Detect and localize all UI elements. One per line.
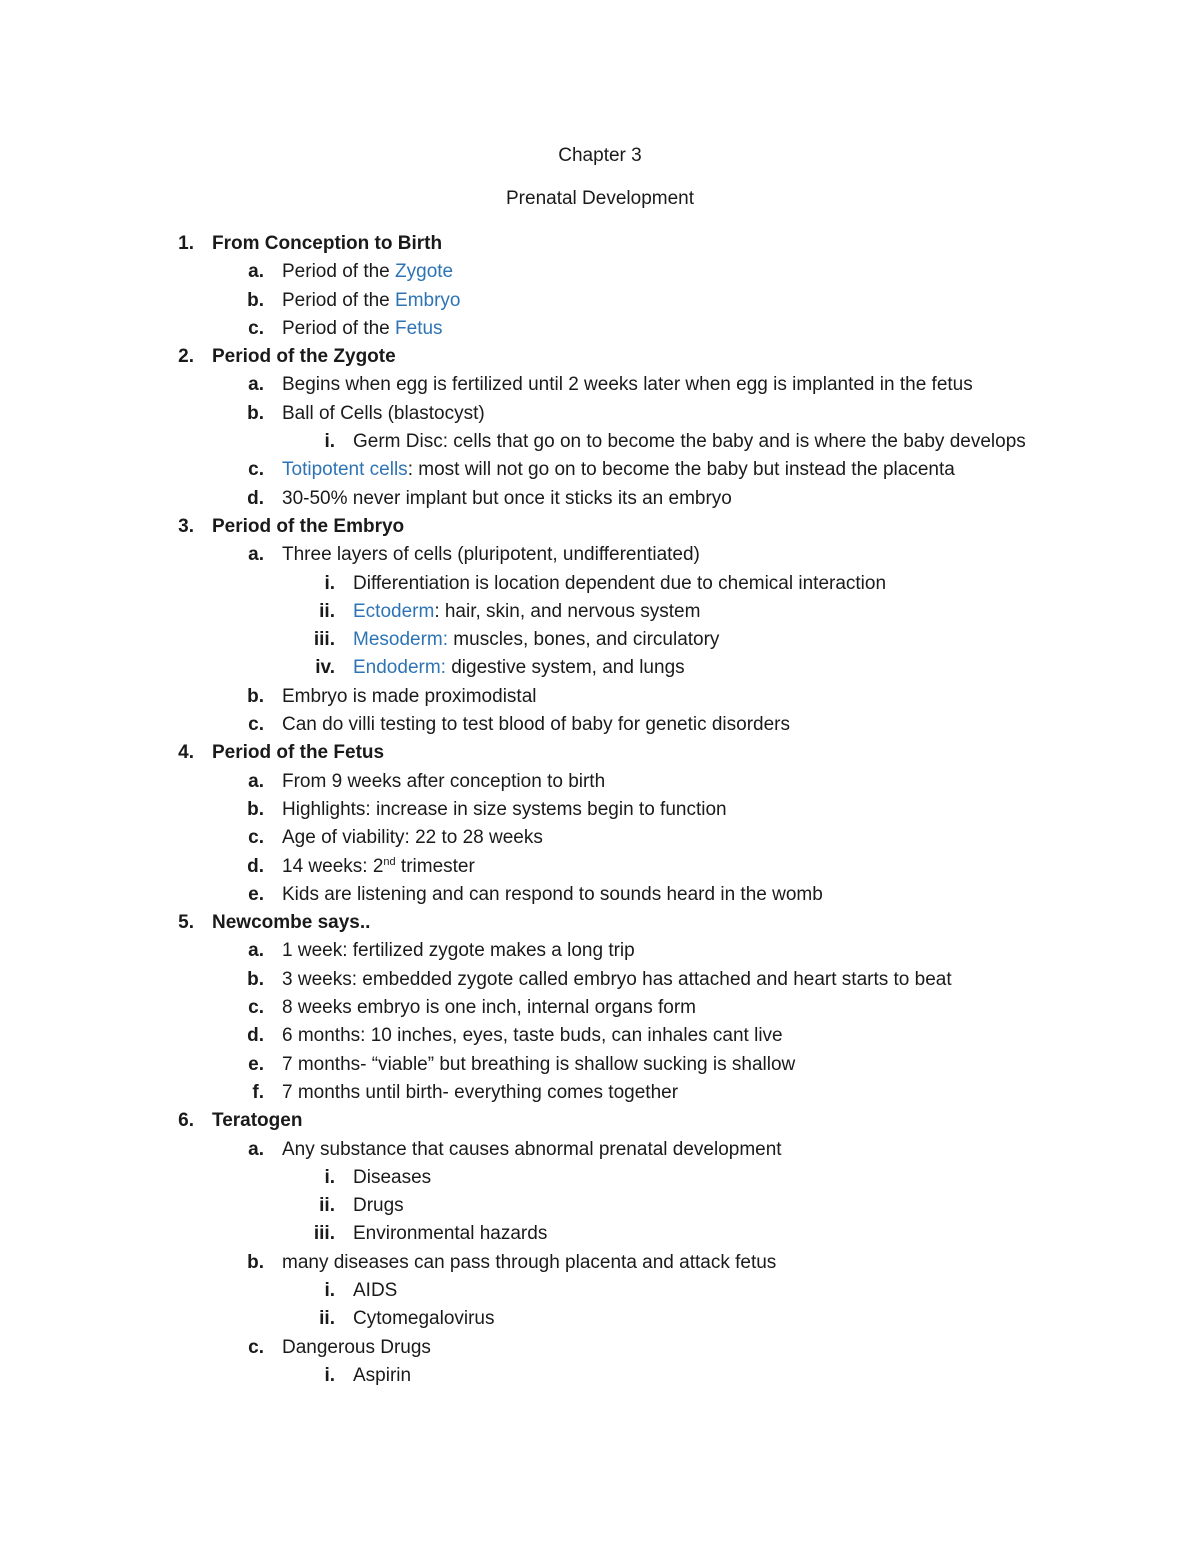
list-marker: i. bbox=[324, 1364, 335, 1386]
list-marker: b. bbox=[247, 1251, 264, 1273]
text-run: Cytomegalovirus bbox=[353, 1308, 495, 1330]
list-item-text bbox=[282, 768, 605, 796]
list-marker: b. bbox=[247, 968, 264, 990]
outline-item-level-2 bbox=[0, 541, 1200, 569]
list-marker: 2. bbox=[178, 346, 194, 368]
list-marker: c. bbox=[248, 827, 264, 849]
list-item-text bbox=[282, 258, 453, 286]
text-run: Environmental hazards bbox=[353, 1223, 548, 1245]
highlighted-term: Totipotent cells bbox=[282, 459, 408, 481]
list-item-text bbox=[282, 1022, 783, 1050]
superscript-text: nd bbox=[383, 855, 396, 868]
list-item-text bbox=[282, 881, 823, 909]
list-marker: a. bbox=[248, 374, 264, 396]
list-marker: c. bbox=[248, 997, 264, 1019]
list-item-text bbox=[212, 1107, 302, 1135]
text-run: Teratogen bbox=[212, 1110, 303, 1132]
list-item-text bbox=[282, 541, 700, 569]
list-item-text bbox=[282, 994, 696, 1022]
outline-item-level-2 bbox=[0, 768, 1200, 796]
list-item-text bbox=[282, 1079, 678, 1107]
list-marker: 1. bbox=[178, 233, 194, 254]
text-run: Newcombe says.. bbox=[212, 912, 371, 934]
list-marker: a. bbox=[248, 770, 264, 792]
outline-item-level-2 bbox=[0, 683, 1200, 711]
list-item-text bbox=[353, 1362, 411, 1390]
text-run: Any substance that causes abnormal prenatal development bbox=[282, 1138, 782, 1160]
list-item-text bbox=[353, 1192, 404, 1220]
list-marker: c. bbox=[248, 317, 264, 339]
outline-item-level-3 bbox=[0, 1164, 1200, 1192]
outline-item-level-2 bbox=[0, 1136, 1200, 1164]
list-marker: c. bbox=[248, 1336, 264, 1358]
list-marker: b. bbox=[247, 685, 264, 707]
list-marker: b. bbox=[247, 402, 264, 424]
outline-item-level-3 bbox=[0, 1362, 1200, 1390]
list-marker: iii. bbox=[313, 629, 335, 651]
text-run: : most will not go on to become the baby but instead the placenta bbox=[407, 459, 955, 481]
text-run: muscles, bones, and circulatory bbox=[448, 629, 720, 651]
text-run: 7 months until birth- everything comes together bbox=[282, 1081, 679, 1103]
list-marker: e. bbox=[248, 883, 264, 905]
list-item-text bbox=[353, 1305, 495, 1333]
text-run: From Conception to Birth bbox=[212, 233, 443, 254]
outline-item-level-1 bbox=[0, 739, 1200, 767]
list-item-text bbox=[282, 456, 955, 484]
text-run: Kids are listening and can respond to sounds heard in the womb bbox=[282, 883, 823, 905]
text-run: 3 weeks: embedded zygote called embryo has attached and heart starts to beat bbox=[282, 968, 952, 990]
text-run: Diseases bbox=[353, 1166, 432, 1188]
outline-item-level-2 bbox=[0, 881, 1200, 909]
outline-item-level-3 bbox=[0, 1192, 1200, 1220]
outline-item-level-2 bbox=[0, 1051, 1200, 1079]
outline-item-level-3 bbox=[0, 654, 1200, 682]
text-run: 8 weeks embryo is one inch, internal organs form bbox=[282, 997, 696, 1019]
list-item-text bbox=[353, 598, 700, 626]
text-run: 14 weeks: 2 bbox=[282, 855, 384, 877]
highlighted-term: Ectoderm bbox=[353, 600, 435, 622]
list-marker: b. bbox=[247, 798, 264, 820]
outline-item-level-2 bbox=[0, 1079, 1200, 1107]
text-run: AIDS bbox=[353, 1279, 398, 1301]
text-run: Three layers of cells (pluripotent, undifferentiated) bbox=[282, 544, 700, 566]
outline-item-level-1 bbox=[0, 230, 1200, 258]
list-marker: i. bbox=[324, 431, 335, 453]
list-item-text bbox=[282, 315, 443, 343]
outline-item-level-3 bbox=[0, 1305, 1200, 1333]
list-marker: 5. bbox=[178, 912, 194, 934]
list-item-text bbox=[353, 1164, 431, 1192]
list-marker: ii. bbox=[319, 1308, 335, 1330]
list-marker: ii. bbox=[319, 1195, 335, 1217]
list-marker: c. bbox=[248, 714, 264, 736]
list-item-text bbox=[212, 513, 404, 541]
highlighted-term: Endoderm: bbox=[353, 657, 446, 679]
outline-item-level-2 bbox=[0, 400, 1200, 428]
text-run: Drugs bbox=[353, 1195, 404, 1217]
outline-item-level-2 bbox=[0, 853, 1200, 881]
outline-item-level-2 bbox=[0, 1334, 1200, 1362]
list-marker: a. bbox=[248, 261, 264, 283]
list-item-text bbox=[282, 1051, 795, 1079]
list-item-text bbox=[353, 654, 685, 682]
text-run: Ball of Cells (blastocyst) bbox=[282, 402, 485, 424]
text-run: Differentiation is location dependent due to chemical interaction bbox=[353, 572, 887, 594]
list-item-text bbox=[282, 853, 475, 881]
outline-item-level-2 bbox=[0, 796, 1200, 824]
outline-list bbox=[0, 230, 1200, 1390]
list-marker: c. bbox=[248, 459, 264, 481]
list-item-text bbox=[353, 1277, 397, 1305]
list-item-text bbox=[282, 1334, 431, 1362]
text-run: Period of the bbox=[282, 317, 396, 339]
outline-item-level-2 bbox=[0, 1022, 1200, 1050]
text-run: Period of the bbox=[282, 289, 396, 311]
text-run: Embryo is made proximodistal bbox=[282, 685, 537, 707]
list-item-text bbox=[282, 1249, 776, 1277]
outline-item-level-1 bbox=[0, 513, 1200, 541]
list-marker: 4. bbox=[178, 742, 194, 764]
outline-item-level-2 bbox=[0, 994, 1200, 1022]
outline-item-level-1 bbox=[0, 1107, 1200, 1135]
text-run: Germ Disc: cells that go on to become the baby and is where the baby develops bbox=[353, 431, 1026, 453]
outline-item-level-2 bbox=[0, 966, 1200, 994]
list-marker: iv. bbox=[315, 657, 335, 679]
text-run: digestive system, and lungs bbox=[445, 657, 685, 679]
list-item-text bbox=[282, 1136, 782, 1164]
outline-item-level-2 bbox=[0, 1249, 1200, 1277]
list-item-text bbox=[212, 909, 370, 937]
outline-item-level-2 bbox=[0, 258, 1200, 286]
list-item-text bbox=[282, 287, 461, 315]
text-run: 30-50% never implant but once it sticks its an embryo bbox=[282, 487, 732, 509]
page-title: Chapter 3 bbox=[558, 145, 642, 166]
text-run: Aspirin bbox=[353, 1364, 412, 1386]
highlighted-term: Zygote bbox=[395, 261, 454, 283]
outline-item-level-3 bbox=[0, 1277, 1200, 1305]
outline-item-level-3 bbox=[0, 570, 1200, 598]
list-marker: i. bbox=[324, 1279, 335, 1301]
list-marker: b. bbox=[247, 289, 264, 311]
list-marker: 3. bbox=[178, 515, 194, 537]
list-marker: ii. bbox=[319, 600, 335, 622]
text-run: Period of the bbox=[282, 261, 396, 283]
outline-item-level-3 bbox=[0, 428, 1200, 456]
text-run: Period of the Embryo bbox=[212, 515, 405, 537]
list-item-text bbox=[353, 1220, 547, 1248]
outline-item-level-2 bbox=[0, 371, 1200, 399]
text-run: many diseases can pass through placenta and attack fetus bbox=[282, 1251, 777, 1273]
text-run: Dangerous Drugs bbox=[282, 1336, 431, 1358]
text-run: Highlights: increase in size systems begin to function bbox=[282, 798, 727, 820]
list-item-text bbox=[282, 824, 543, 852]
list-item-text bbox=[212, 739, 384, 767]
list-item-text bbox=[282, 711, 790, 739]
text-run: Can do villi testing to test blood of baby for genetic disorders bbox=[282, 714, 791, 736]
list-item-text bbox=[212, 230, 442, 258]
outline-item-level-2 bbox=[0, 287, 1200, 315]
text-run: : hair, skin, and nervous system bbox=[434, 600, 701, 622]
list-marker: d. bbox=[247, 855, 264, 877]
list-item-text bbox=[282, 485, 732, 513]
list-marker: a. bbox=[248, 940, 264, 962]
list-marker: a. bbox=[248, 544, 264, 566]
text-run: Age of viability: 22 to 28 weeks bbox=[282, 827, 543, 849]
list-item-text bbox=[353, 570, 886, 598]
list-item-text bbox=[282, 683, 536, 711]
list-marker: d. bbox=[247, 487, 264, 509]
outline-item-level-3 bbox=[0, 626, 1200, 654]
list-marker: iii. bbox=[313, 1223, 335, 1245]
list-marker: 6. bbox=[178, 1110, 194, 1132]
list-item-text bbox=[282, 796, 727, 824]
highlighted-term: Mesoderm: bbox=[353, 629, 449, 651]
list-marker: a. bbox=[248, 1138, 264, 1160]
highlighted-term: Embryo bbox=[395, 289, 461, 311]
list-marker: i. bbox=[324, 1166, 335, 1188]
outline-item-level-2 bbox=[0, 824, 1200, 852]
text-run: From 9 weeks after conception to birth bbox=[282, 770, 606, 792]
text-run: 1 week: fertilized zygote makes a long trip bbox=[282, 940, 635, 962]
text-run: Period of the Fetus bbox=[212, 742, 385, 764]
outline-item-level-2 bbox=[0, 315, 1200, 343]
outline-item-level-2 bbox=[0, 485, 1200, 513]
list-item-text bbox=[282, 371, 973, 399]
text-run: trimester bbox=[395, 855, 475, 877]
page-subtitle: Prenatal Development bbox=[506, 188, 694, 209]
text-run: Begins when egg is fertilized until 2 weeks later when egg is implanted in the fetus bbox=[282, 374, 973, 396]
outline-item-level-2 bbox=[0, 456, 1200, 484]
list-item-text bbox=[353, 428, 1026, 456]
outline-item-level-3 bbox=[0, 598, 1200, 626]
highlighted-term: Fetus bbox=[395, 317, 443, 339]
list-item-text bbox=[353, 626, 719, 654]
list-marker: e. bbox=[248, 1053, 264, 1075]
list-item-text bbox=[282, 937, 635, 965]
text-run: 7 months- “viable” but breathing is shallow sucking is shallow bbox=[282, 1053, 796, 1075]
list-marker: f. bbox=[252, 1081, 264, 1103]
list-marker: i. bbox=[324, 572, 335, 594]
list-item-text bbox=[282, 966, 952, 994]
text-run: Period of the Zygote bbox=[212, 346, 396, 368]
outline-item-level-2 bbox=[0, 937, 1200, 965]
outline-item-level-1 bbox=[0, 343, 1200, 371]
list-item-text bbox=[212, 343, 396, 371]
list-marker: d. bbox=[247, 1025, 264, 1047]
outline-item-level-1 bbox=[0, 909, 1200, 937]
text-run: 6 months: 10 inches, eyes, taste buds, can inhales cant live bbox=[282, 1025, 783, 1047]
outline-item-level-2 bbox=[0, 711, 1200, 739]
list-item-text bbox=[282, 400, 485, 428]
outline-item-level-3 bbox=[0, 1220, 1200, 1248]
